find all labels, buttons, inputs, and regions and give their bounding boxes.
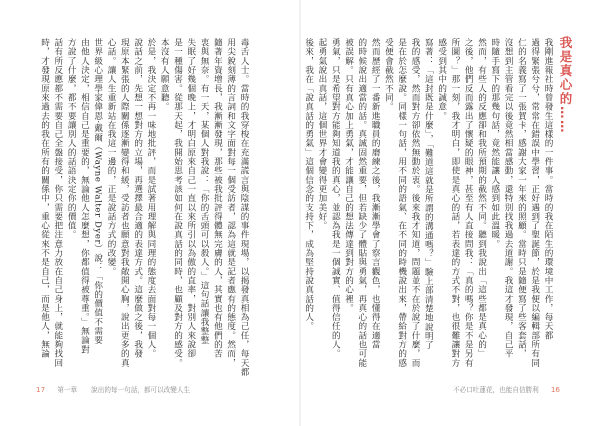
- section-title: 我是真心的……: [558, 36, 573, 134]
- left-page-body: 毒舌人士。當時的我穿梭在充滿謊言與陰謀的事件現場，以揭發真相為己任，每天都 用尖銳刻薄的言詞和文字面對每一個受訪者，認為這就是記者應有的態度。然而， 隨著年資增長，我漸漸發現，那些被我批評得體無完膚的人，其實也有他們的苦 衷與無奈。有一天，某個人對我說：「你的舌頭可以殺人。」這句話讓我整整 失眠了好幾個晚上，才明白原來自己一直以來所引以為傲的直率，對別人來說卻 是一種傷害。從那天起，我開始思考該如何在說真話的同時，也顧及對方的感受。 本沒有人願意聽。 於是，我決定不再一味地批評，而是試著用理解與同理的態度去面對每一個人。 說話之前，先想一想對方的立場，再選擇最合適的表達方式。這麼做之後，我發 現原本緊張的人際關係逐漸變得和緩，受訪者也願意對我敞開心胸，說出更多的真 心話。讓人生重新站在我這一邊的，正是說話方式的改變。 世界級心理學家偉恩·戴爾（Wayne Walter Dyer）說：「你的價值不需要 由他人決定，相信自己是重要的，無論他人怎麼想，你都值得被尊重。」無論對 方說了什麼，都不要讓別人的話語決定你的價值。 話有所反應都不需要自己全盤接受，你只需要把注意力放在自己身上，就能夠找回 時，才發現原來過去的我在所有的關係中，重心從來不是自己，而是他人，無論: [39, 38, 249, 377]
- page-number-right: 16: [550, 385, 560, 394]
- right-page-body: 我剛進報社時曾發生這樣的一件事。當時的我在陌生的環境中工作，每天都 過得緊張兮兮，常常在錯誤中學習，正好遇到了聖誕節，於是我便以編輯部所有同 仁的名義寫了一張賀卡，感謝大家一年來的照顧。當時只是隨便寫了些客套話， 沒想到主管看完以後竟然相當感動，還特別找我過去道謝。我這才發現，自己平 時隨手寫下的那幾句話，竟然能讓人感到如此溫暖。 然而，有些人的反應卻和我所預期的截然不同。聽到我說出「這些都是真心的」 之後，他們反而露出了懷疑的眼神，甚至有人直接問我：「真的嗎？你是不是另有 所圖？」那一刻，我才明白，即使是真心的話，若表達的方式不對，也很難讓對方 感受到其中的誠意。 寫著：「這封既是什麼」，「難道這就是所謂的溝通嗎？」驗上部清楚地說明了 我的感受，然而對方卻依然無動於衷。後來我才知道，問題並不在於說了什麼，而 是在於怎麼說。同樣一句話，用不同的語氣、在不同的時機說出來，帶給對方的感 受便會截然不同。 然而歷經了一番新進職員的磨練之後，我漸漸學會了察言觀色，也懂得在適當 的時候說出適當的話。真誠固然重要，但若缺少了體貼與勇氣，再真心的話也可能 被誤解。只有真心加上勇氣，才能讓自己的想法傳達到對方的心裡。 勇氣，只是希望對方能夠知道我的真心，並認為我是一個誠實、值得信任的人。 起勇氣說出真話，這個世界才會變得更加美好。 後來，我在「說真話的勇氣」這個信念的支持下，成為堅持說真話的人。: [303, 38, 553, 368]
- running-head-right: 不必口吐蓮花，也能自信勝利: [453, 386, 539, 394]
- chapter-label: 第一章: [57, 386, 78, 394]
- page-number-left: 17: [36, 385, 46, 394]
- running-head-left: 說出的每一句話，都可以改變人生: [91, 386, 191, 394]
- left-page-footer: [36, 384, 190, 394]
- right-page-footer: [453, 384, 560, 394]
